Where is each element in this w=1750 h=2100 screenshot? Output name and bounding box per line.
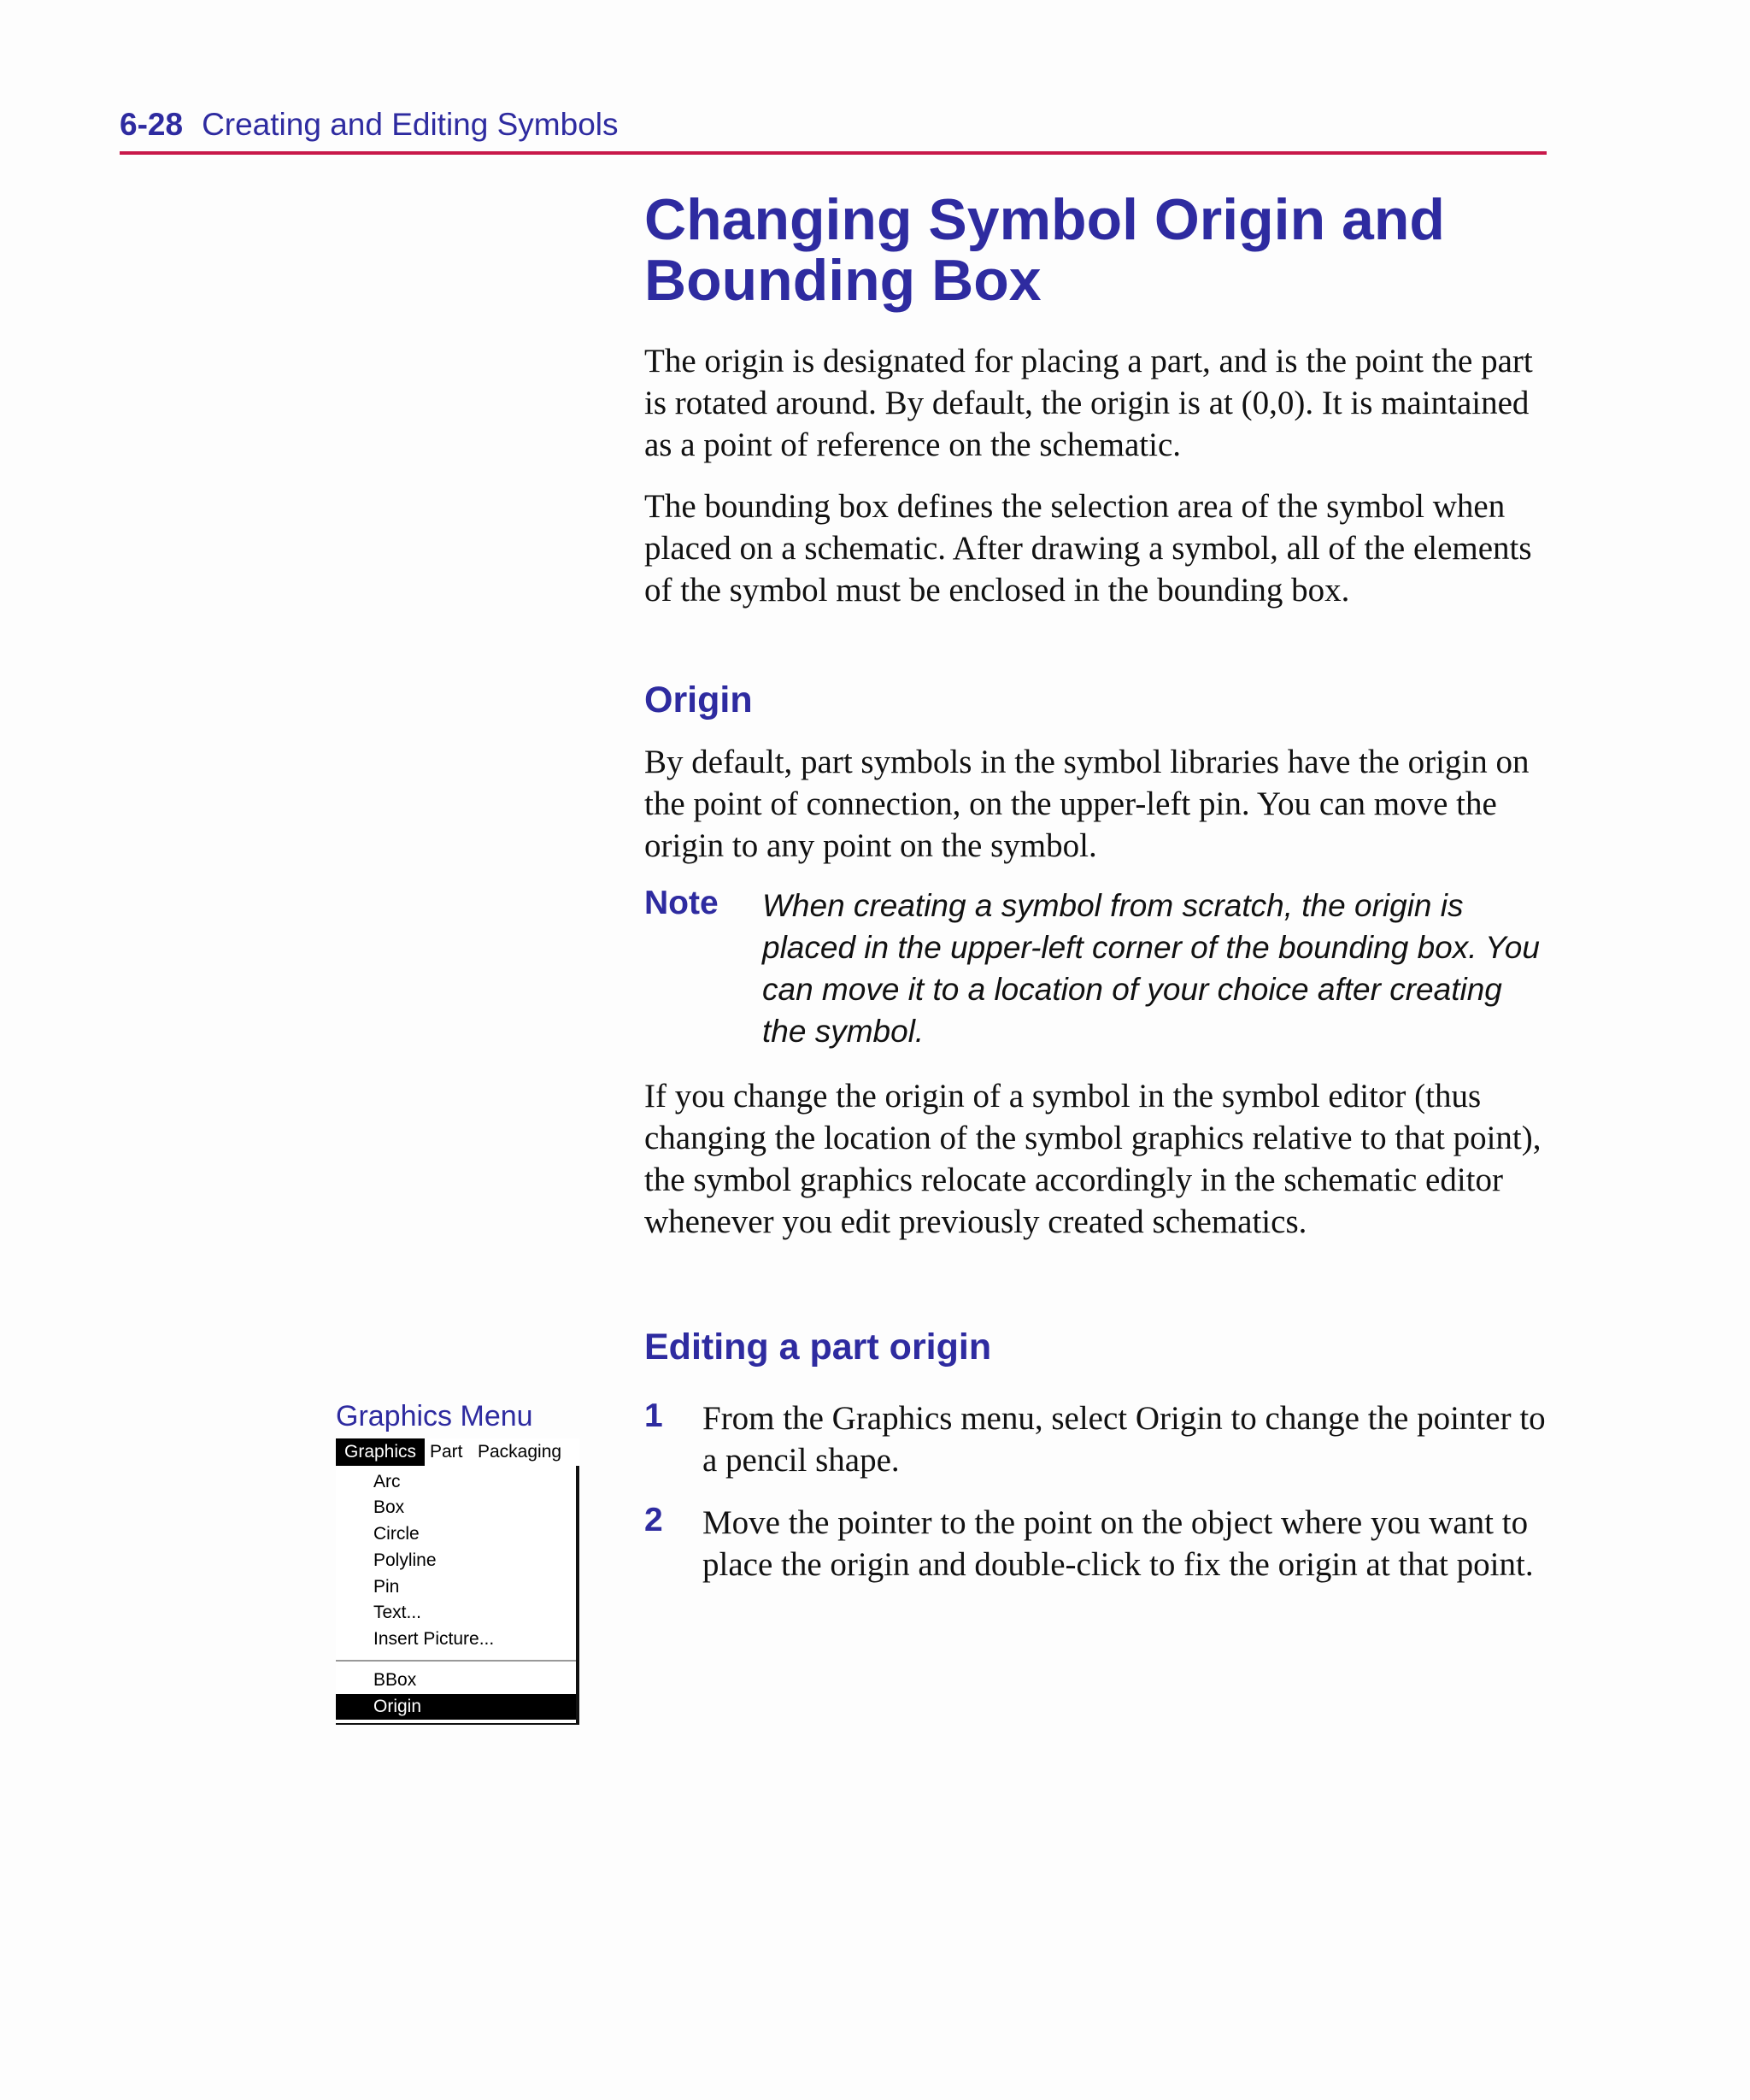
step-text: From the Graphics menu, select Origin to change the pointer to a pencil shape. (702, 1400, 1546, 1479)
intro-paragraph-1: The origin is designated for placing a part, and is the point the part is rotated around. By default, the origin is at (0,0). It is maintained as a point of reference on the schematic. (644, 343, 1533, 463)
step-number: 2 (644, 1502, 663, 1538)
graphics-menu-screenshot (336, 1438, 579, 1725)
menu-caption: Graphics Menu (336, 1400, 533, 1432)
step-text: Move the pointer to the point on the object where you want to place the origin and double-click to fix the origin at that point. (702, 1504, 1534, 1583)
page-title: Changing Symbol Origin and Bounding Box (644, 187, 1445, 313)
editing-heading: Editing a part origin (644, 1326, 992, 1368)
menubar (336, 1438, 579, 1466)
note-label: Note (644, 885, 719, 921)
menu-item-polyline[interactable]: Polyline (373, 1550, 437, 1570)
graphics-dropdown (336, 1466, 579, 1725)
step-number: 1 (644, 1397, 663, 1434)
page-number: 6-28 (120, 107, 184, 142)
intro-paragraph-2: The bounding box defines the selection area of the symbol when placed on a schematic. After drawing a symbol, all of the elements of the symbol must be enclosed in the bounding box. (644, 488, 1532, 609)
menubar-packaging[interactable]: Packaging (478, 1442, 562, 1462)
menu-item-box[interactable]: Box (373, 1497, 405, 1517)
page-header (120, 107, 1547, 155)
origin-heading: Origin (644, 679, 753, 721)
origin-paragraph-1: By default, part symbols in the symbol libraries have the origin on the point of connection, on the upper-left pin. You can move the origin to any point on the symbol. (644, 744, 1530, 864)
menu-item-bbox[interactable]: BBox (373, 1670, 417, 1690)
note-text: When creating a symbol from scratch, the origin is placed in the upper-left corner of the bounding box. You can move it to a location of your choice after creating the symbol. (762, 888, 1540, 1049)
menu-item-arc[interactable]: Arc (373, 1472, 401, 1491)
menubar-graphics[interactable]: Graphics (336, 1438, 425, 1466)
menu-item-origin[interactable]: Origin (336, 1694, 576, 1720)
origin-paragraph-2: If you change the origin of a symbol in the symbol editor (thus changing the location of the symbol graphics relative to that point), the symbol graphics relocate accordingly in the schematic editor whenever you edit previously created schematics. (644, 1078, 1542, 1240)
menu-item-text[interactable]: Text... (373, 1603, 422, 1622)
menu-item-insert-picture[interactable]: Insert Picture... (373, 1629, 495, 1649)
menu-separator (336, 1660, 576, 1662)
menu-item-pin[interactable]: Pin (373, 1577, 400, 1597)
menu-item-circle[interactable]: Circle (373, 1524, 420, 1544)
chapter-title: Creating and Editing Symbols (202, 107, 619, 142)
menubar-part[interactable]: Part (430, 1442, 463, 1462)
